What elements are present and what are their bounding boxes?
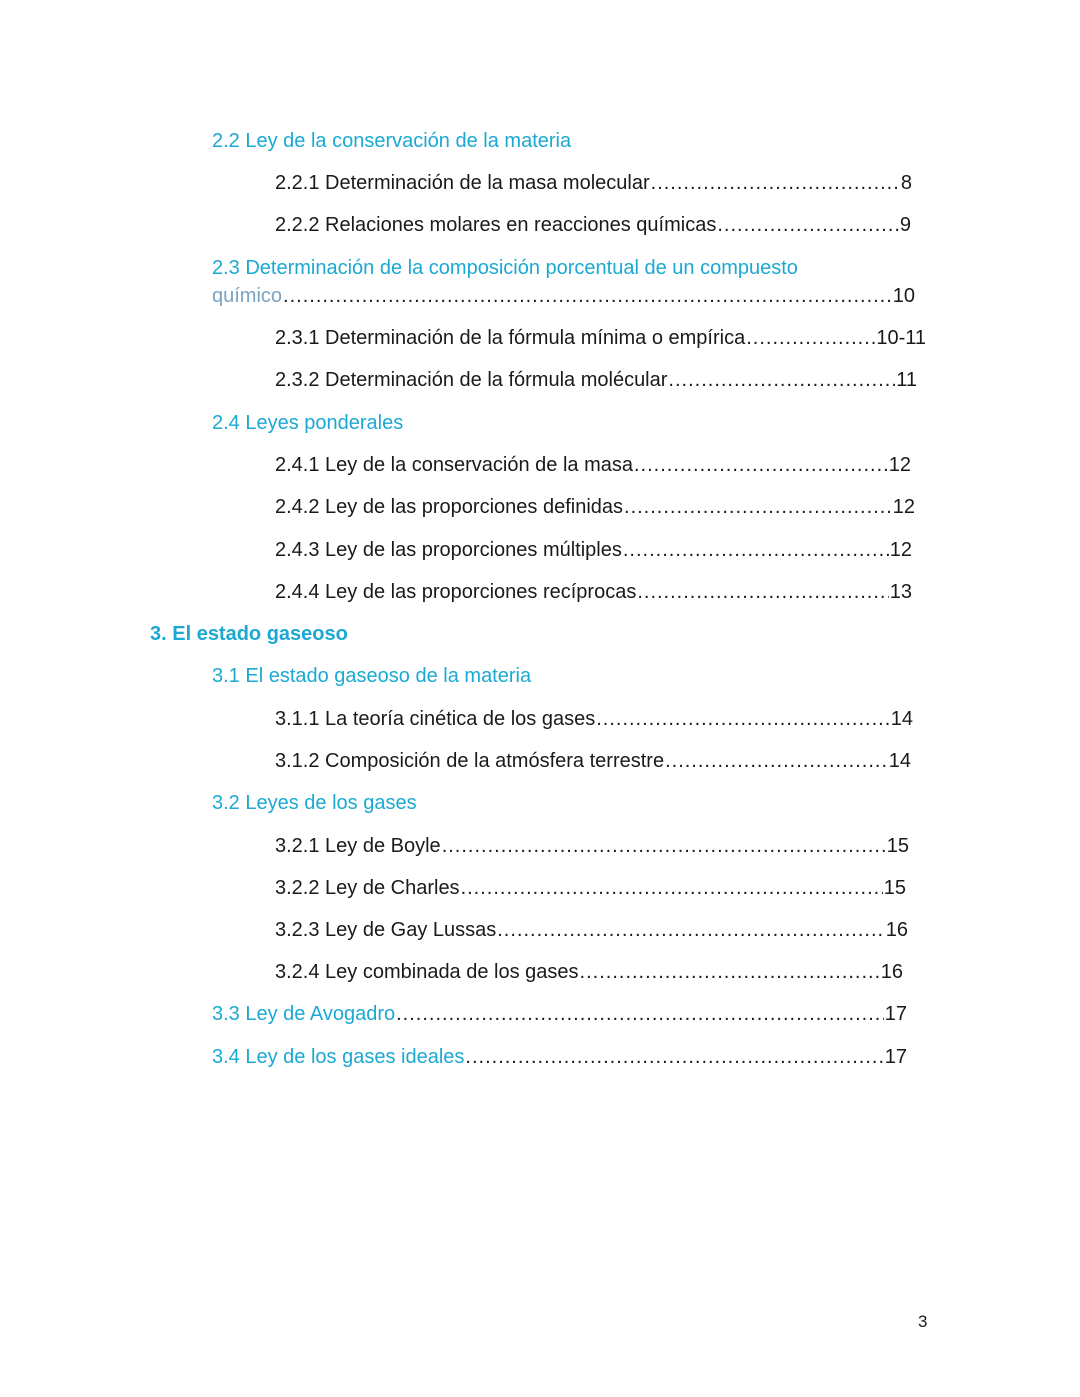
toc-label: 3.1.2 Composición de la atmósfera terrestre (275, 750, 665, 772)
leader-dots (637, 580, 888, 604)
toc-label: 2.4.2 Ley de las proporciones definidas (275, 496, 624, 518)
toc-page-number: 12 (892, 496, 915, 518)
toc-label: 3.1.1 La teoría cinética de los gases (275, 708, 596, 730)
leader-dots (624, 495, 892, 519)
leader-dots (442, 834, 886, 858)
toc-label: 3.4 Ley de los gases ideales (212, 1046, 465, 1068)
toc-label: 3.2 Leyes de los gases (212, 792, 417, 814)
toc-page-number: 10 (892, 285, 915, 307)
toc-entry-2-4-1[interactable] (275, 453, 911, 477)
toc-entry-3-2-4[interactable] (275, 960, 903, 984)
page-number: 3 (918, 1312, 928, 1331)
toc-label: 2.2 Ley de la conservación de la materia (212, 130, 572, 152)
toc-entry-3-2-1[interactable] (275, 834, 909, 858)
toc-section-2-3-line2[interactable] (212, 284, 915, 308)
toc-entry-3-2-3[interactable] (275, 918, 908, 942)
toc-entry-3-1-2[interactable] (275, 749, 911, 773)
leader-dots (283, 284, 892, 308)
toc-label: 2.2.2 Relaciones molares en reacciones químicas (275, 214, 717, 236)
toc-page-number: 15 (886, 835, 909, 857)
toc-entry-2-4-2[interactable] (275, 495, 915, 519)
leader-dots (465, 1045, 883, 1069)
toc-page-number: 15 (883, 877, 906, 899)
toc-page-number: 17 (884, 1046, 907, 1068)
leader-dots (580, 960, 880, 984)
toc-label: 2.4.1 Ley de la conservación de la masa (275, 454, 633, 476)
toc-section-2-4[interactable] (212, 411, 403, 435)
leader-dots (746, 326, 875, 350)
toc-label: 3.2.4 Ley combinada de los gases (275, 961, 579, 983)
toc-page-number: 16 (880, 961, 903, 983)
toc-page-number: 14 (888, 750, 911, 772)
toc-section-2-2[interactable] (212, 129, 571, 153)
toc-entry-2-3-1[interactable] (275, 326, 926, 350)
toc-label: 2.3 Determinación de la composición porcentual de un compuesto (212, 257, 798, 279)
toc-page-number: 8 (900, 172, 912, 194)
toc-chapter-3[interactable] (150, 622, 348, 646)
toc-label: 3.2.3 Ley de Gay Lussas (275, 919, 497, 941)
toc-entry-2-4-3[interactable] (275, 538, 912, 562)
toc-entry-3-2-2[interactable] (275, 876, 906, 900)
toc-label: 3.3 Ley de Avogadro (212, 1003, 396, 1025)
leader-dots (596, 707, 890, 731)
toc-page-number: 17 (884, 1003, 907, 1025)
toc-label: 3. El estado gaseoso (150, 623, 348, 645)
toc-label: 2.4.3 Ley de las proporciones múltiples (275, 539, 622, 561)
toc-page-number: 13 (889, 581, 912, 603)
toc-page-number: 10-11 (876, 327, 926, 349)
toc-label: 3.2.2 Ley de Charles (275, 877, 460, 899)
toc-page-number: 12 (888, 454, 911, 476)
leader-dots (396, 1002, 884, 1026)
leader-dots (651, 171, 900, 195)
leader-dots (497, 918, 885, 942)
toc-entry-3-1-1[interactable] (275, 707, 913, 731)
toc-section-3-2[interactable] (212, 791, 417, 815)
toc-label: 2.4 Leyes ponderales (212, 412, 404, 434)
leader-dots (665, 749, 888, 773)
toc-entry-2-2-2[interactable] (275, 213, 911, 237)
toc-section-2-3-line1[interactable] (212, 256, 798, 280)
toc-section-3-3[interactable] (212, 1002, 907, 1026)
toc-label: 2.3.2 Determinación de la fórmula molécular (275, 369, 668, 391)
toc-section-3-4[interactable] (212, 1045, 907, 1069)
toc-label: 2.4.4 Ley de las proporciones recíprocas (275, 581, 637, 603)
toc-page-number: 12 (889, 539, 912, 561)
toc-label: 2.2.1 Determinación de la masa molecular (275, 172, 650, 194)
toc-page-number: 11 (896, 369, 917, 391)
leader-dots (623, 538, 889, 562)
leader-dots (717, 213, 899, 237)
leader-dots (634, 453, 888, 477)
toc-entry-2-3-2[interactable] (275, 368, 917, 392)
toc-page-number: 9 (899, 214, 911, 236)
toc-entry-2-4-4[interactable] (275, 580, 912, 604)
toc-label: químico (212, 285, 283, 307)
toc-label: 2.3.1 Determinación de la fórmula mínima o empírica (275, 327, 746, 349)
toc-page-number: 16 (885, 919, 908, 941)
toc-page-number: 14 (890, 708, 913, 730)
leader-dots (461, 876, 883, 900)
toc-label: 3.1 El estado gaseoso de la materia (212, 665, 532, 687)
toc-entry-2-2-1[interactable] (275, 171, 912, 195)
toc-section-3-1[interactable] (212, 664, 531, 688)
leader-dots (668, 368, 895, 392)
toc-label: 3.2.1 Ley de Boyle (275, 835, 441, 857)
